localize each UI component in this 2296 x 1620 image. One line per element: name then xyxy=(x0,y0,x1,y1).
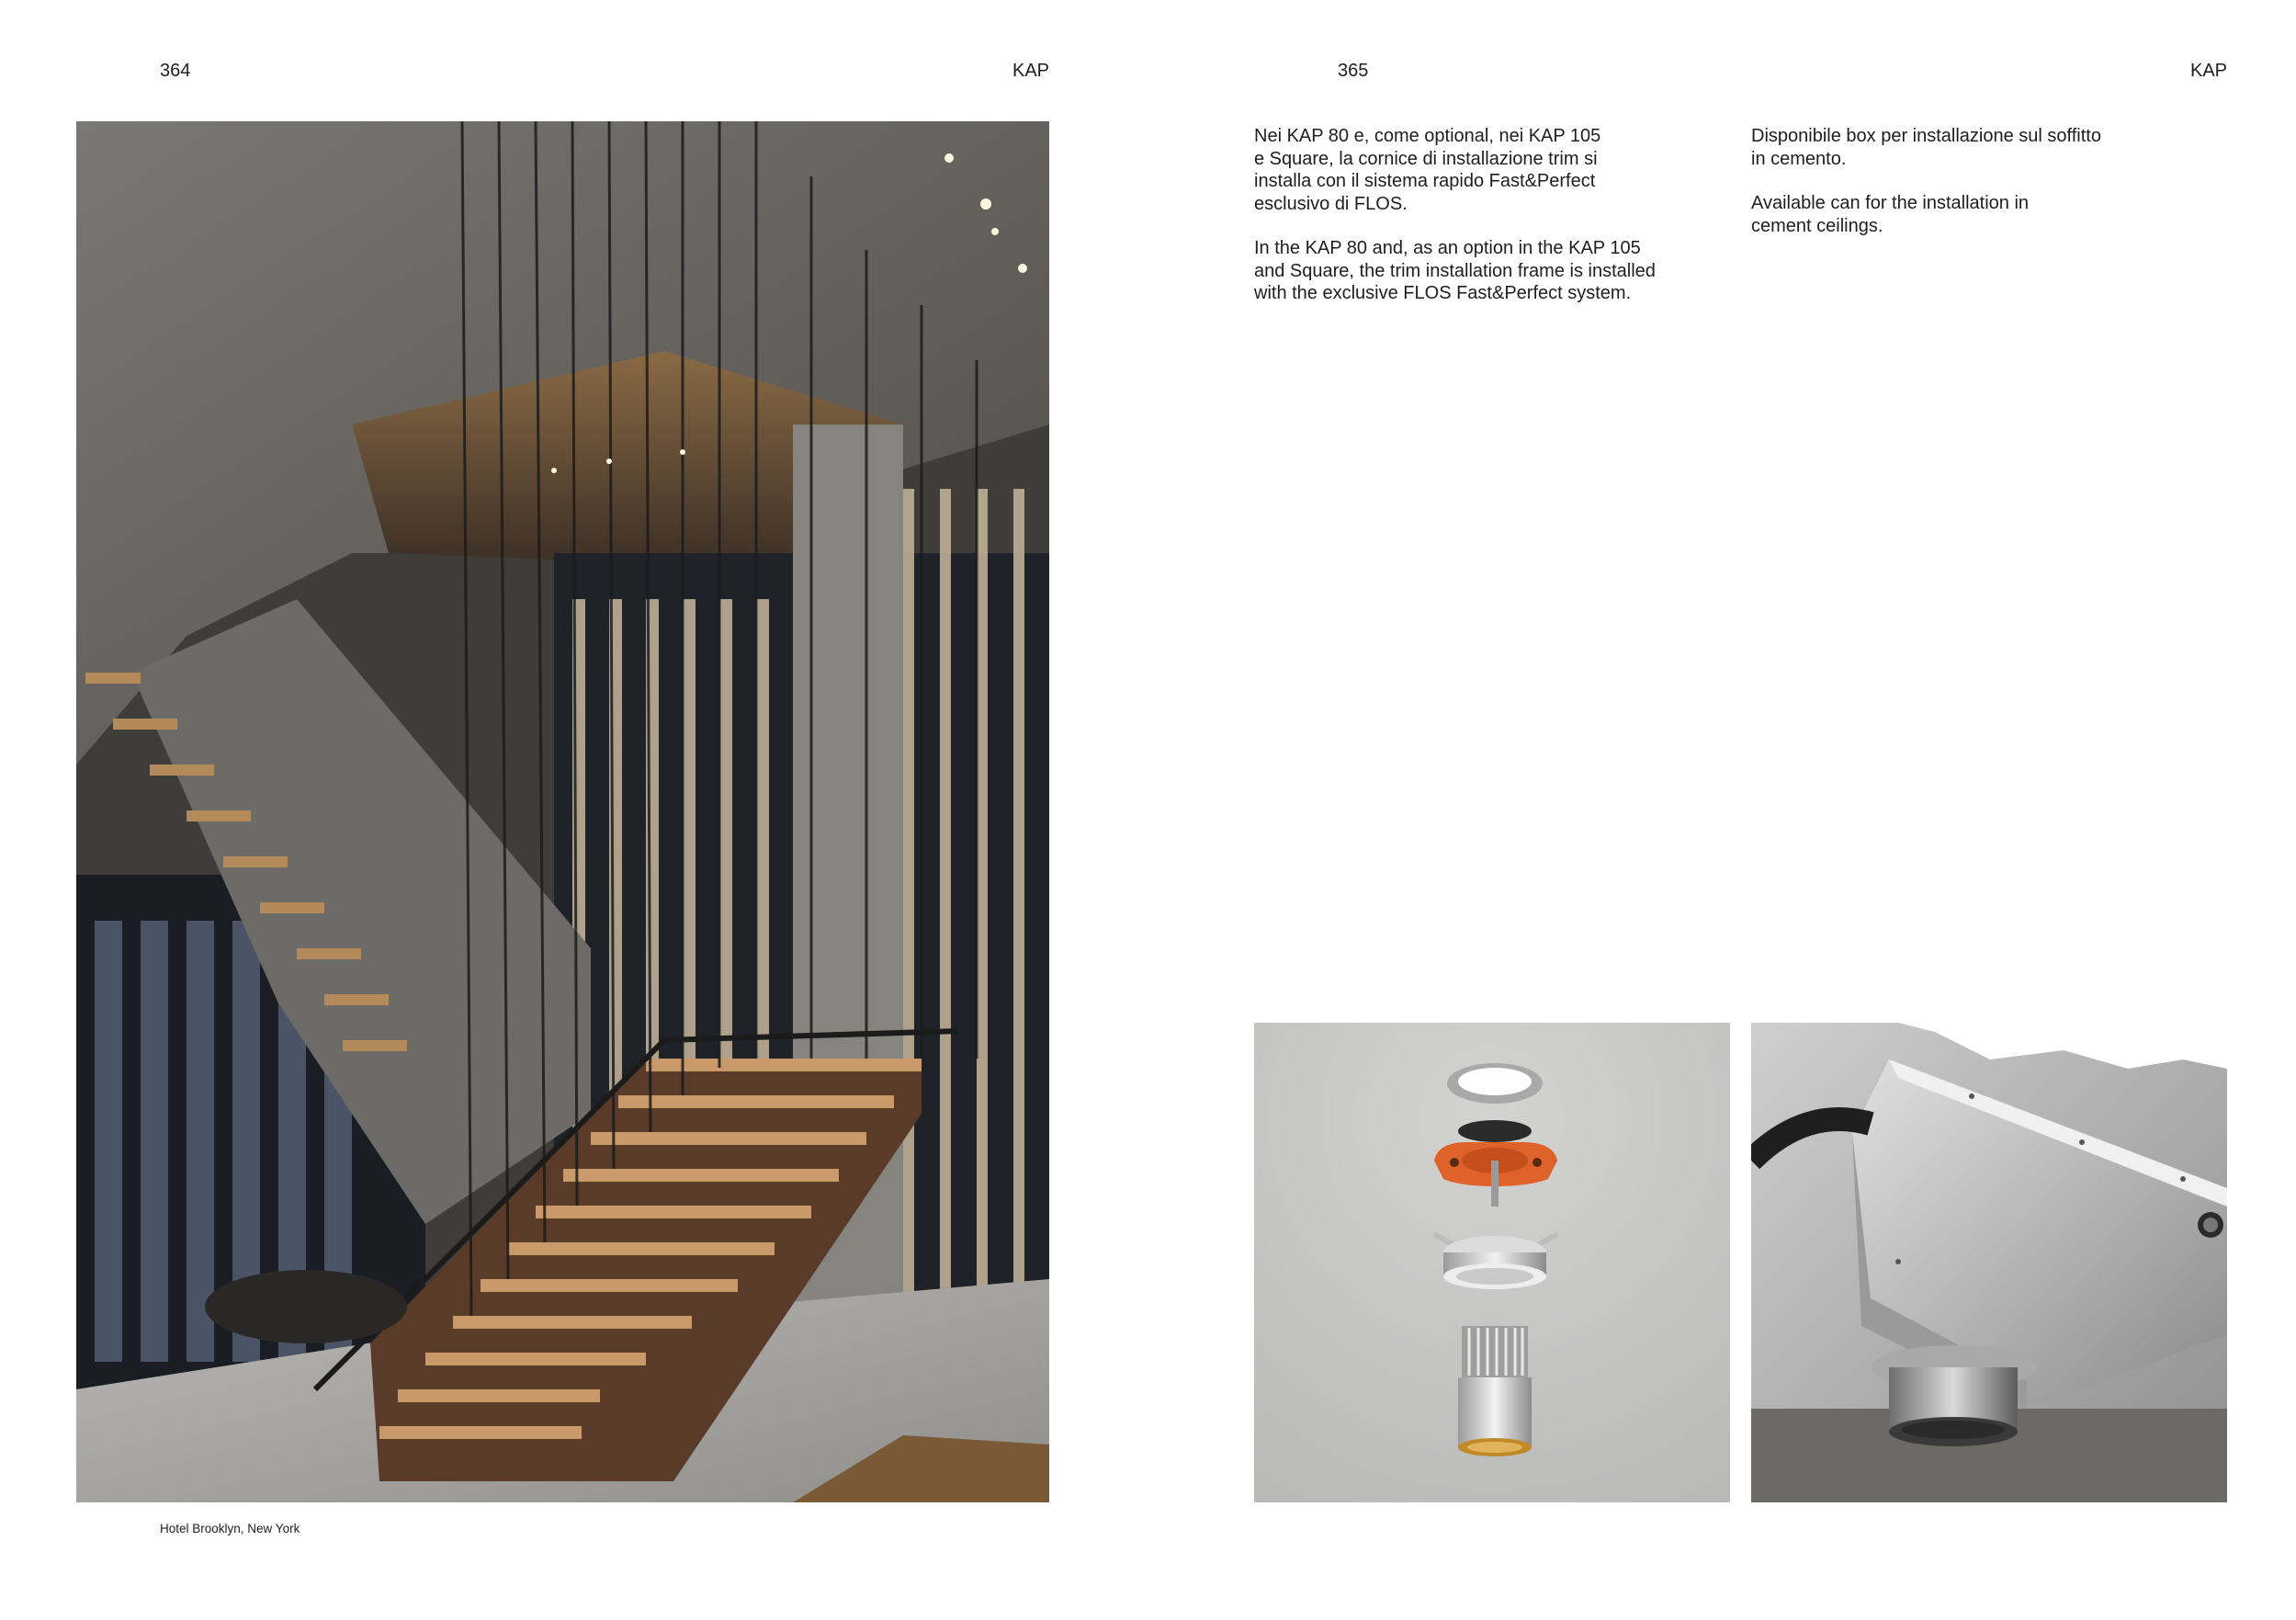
running-head-left: KAP xyxy=(1012,61,1050,81)
paragraph-italian-2: Disponibile box per installazione sul soffitto in cemento. xyxy=(1751,126,2101,169)
page-number-left: 364 xyxy=(160,61,191,81)
ceiling-box-image xyxy=(1751,1023,2227,1502)
paragraph-english-1: In the KAP 80 and, as an option in the KAP 105 and Square, the trim installation frame is installed with the exclusive FLOS Fast&Perfect system. xyxy=(1254,238,1656,303)
paragraph-english-2: Available can for the installation in cement ceilings. xyxy=(1751,193,2030,236)
text-column-1 xyxy=(1254,125,1732,305)
staircase-photo xyxy=(76,121,1049,1502)
photo-caption: Hotel Brooklyn, New York xyxy=(160,1522,300,1535)
text-column-2 xyxy=(1751,125,2229,237)
page-number-right: 365 xyxy=(1338,61,1369,81)
running-head-right: KAP xyxy=(2190,61,2228,81)
paragraph-italian-1: Nei KAP 80 e, come optional, nei KAP 105 e Square, la cornice di installazione trim si installa con il sistema rapido Fast&Perfect esclusivo di FLOS. xyxy=(1254,126,1601,214)
exploded-view-image xyxy=(1254,1023,1730,1502)
